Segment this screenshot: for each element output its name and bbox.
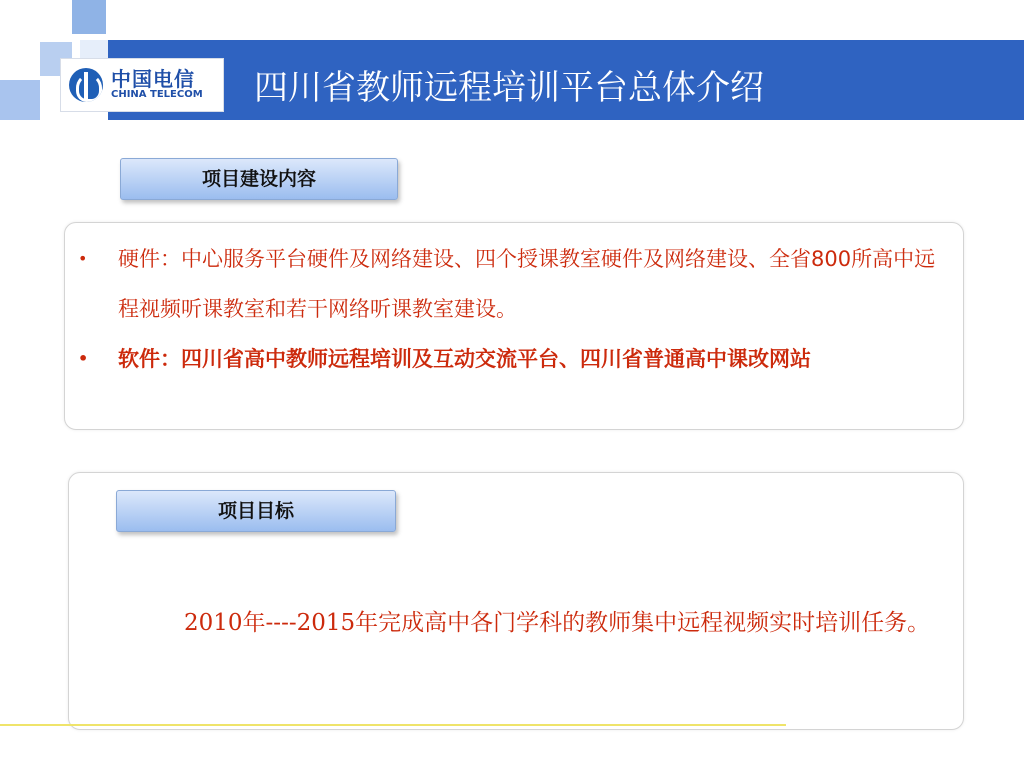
logo-cn-text: 中国电信: [111, 67, 195, 92]
bullet-icon: •: [78, 349, 89, 368]
china-telecom-logo: [60, 58, 224, 112]
software-text: 软件：四川省高中教师远程培训及互动交流平台、四川省普通高中课改网站: [118, 347, 811, 371]
hardware-text: 硬件：中心服务平台硬件及网络建设、四个授课教室硬件及网络建设、全省800所高中远程视频听课教室和若干网络听课教室建设。: [118, 247, 936, 321]
decor-square: [72, 0, 106, 34]
footer-divider: [0, 724, 786, 726]
bullet-icon: •: [78, 249, 88, 268]
list-item-hardware: [76, 234, 954, 334]
telecom-logo-icon: [69, 68, 103, 102]
goal-text: 2010年----2015年完成高中各门学科的教师集中远程视频实时培训任务。: [184, 610, 931, 636]
list-item-software: [76, 334, 954, 384]
page-title: 四川省教师远程培训平台总体介绍: [254, 68, 764, 108]
section-label-goal: 项目目标: [116, 490, 396, 532]
construction-list: [76, 234, 954, 384]
decor-square: [0, 80, 40, 120]
logo-en-text: CHINA TELECOM: [111, 89, 203, 101]
section-label-construction: 项目建设内容: [120, 158, 398, 200]
